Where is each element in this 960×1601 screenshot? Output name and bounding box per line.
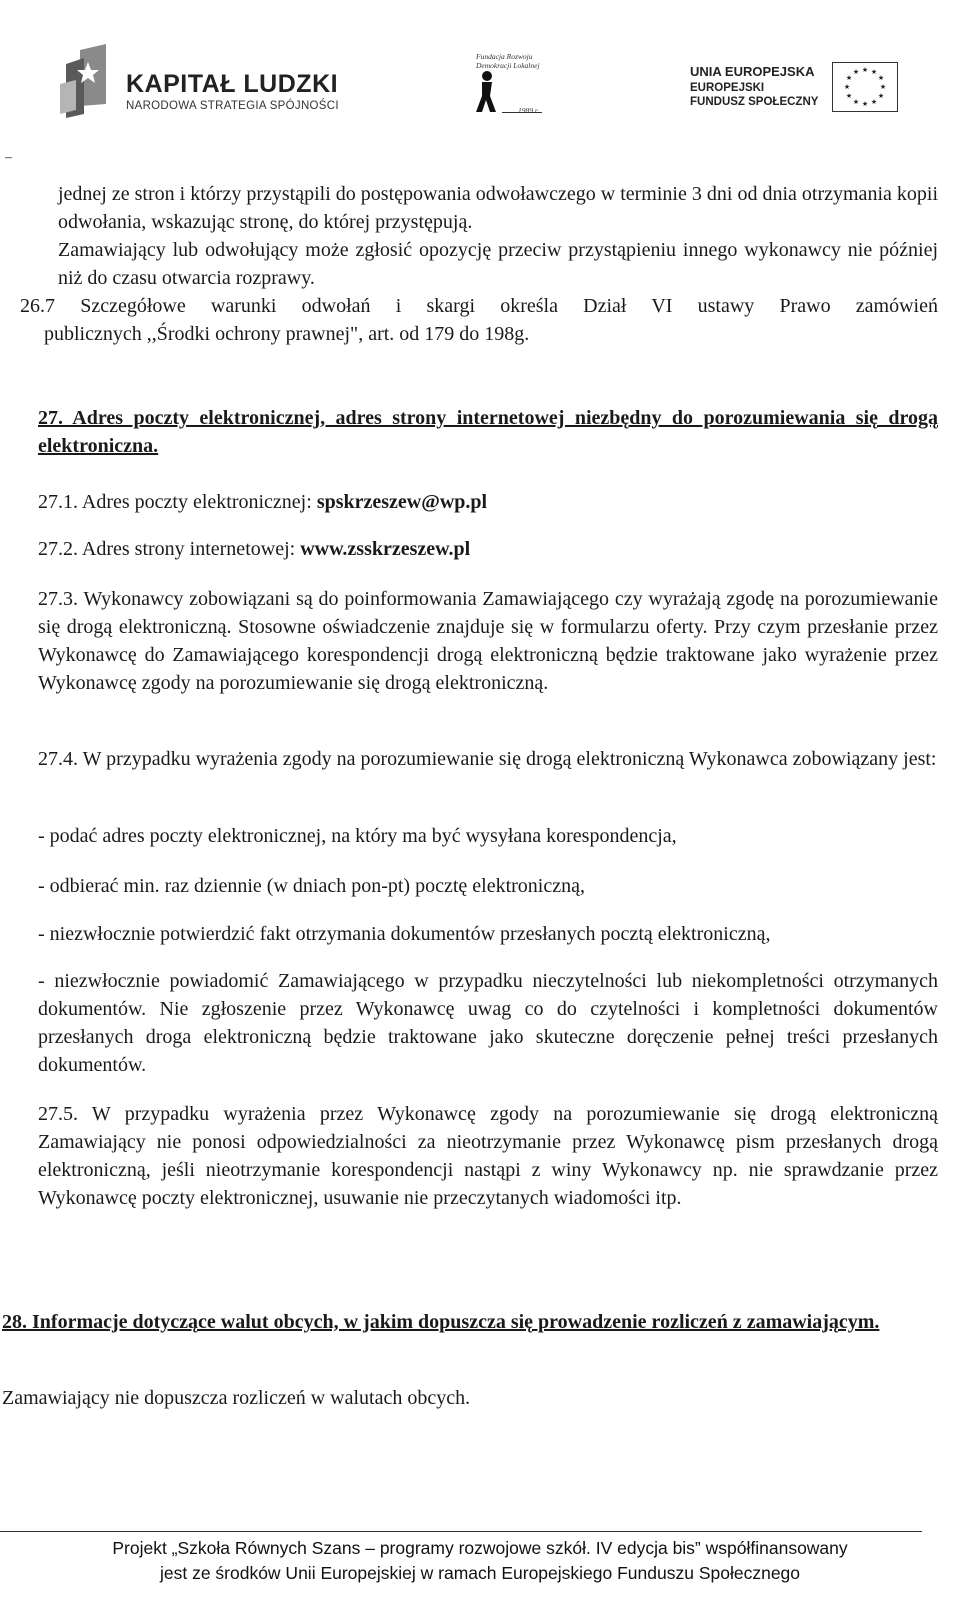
list-item-1: - podać adres poczty elektronicznej, na który ma być wysyłana korespondencja, <box>38 825 677 847</box>
svg-text:★: ★ <box>861 66 869 74</box>
svg-text:★: ★ <box>852 98 860 106</box>
svg-text:★: ★ <box>845 74 853 82</box>
website-label: 27.2. Adres strony internetowej: <box>38 538 301 560</box>
svg-text:★: ★ <box>852 68 860 76</box>
section-27-3: 27.3. Wykonawcy zobowiązani są do poinformowania Zamawiającego czy wyrażają zgodę na porozumiewanie się drogą elektroniczną. Stosowne oświadczenie znajduje się w formularzu oferty. Przy czym przesłanie przez Wykonawcę do Zamawiającego korespondencji drogą elektroniczną będzie traktowane jako wyrażenie przez Wykonawcę zgody na porozumiewanie się drogą elektroniczną. <box>38 588 938 694</box>
page-footer <box>0 1536 960 1586</box>
section-26-continuation-1: jednej ze stron i którzy przystąpili do postępowania odwoławczego w terminie 3 dni od dnia otrzymania kopii odwołania, wskazując stronę, do której przystępują. <box>58 183 938 233</box>
svg-text:★: ★ <box>870 98 878 106</box>
fundacja-year: 1989 r. <box>518 106 539 115</box>
footer-line-1: Projekt „Szkoła Równych Szans – programy rozwojowe szkół. IV edycja bis” współfinansowany <box>112 1538 848 1558</box>
email-address-link[interactable]: spskrzeszew@wp.pl <box>316 491 488 513</box>
section-26-continuation-2: Zamawiający lub odwołujący może zgłosić opozycję przeciw przystąpieniu innego wykonawcy nie później niż do czasu otwarcia rozprawy. <box>58 239 938 289</box>
kapital-ludzki-logo <box>58 44 339 120</box>
svg-text:★: ★ <box>870 68 878 76</box>
eu-logo <box>690 60 910 120</box>
walking-figure-icon <box>474 70 500 114</box>
svg-text:★: ★ <box>843 83 851 91</box>
kapital-ludzki-subtitle: NARODOWA STRATEGIA SPÓJNOŚCI <box>126 100 339 112</box>
eu-line-2: EUROPEJSKI <box>690 82 765 94</box>
section-27-5: 27.5. W przypadku wyrażenia przez Wykonawcę zgody na porozumiewanie się drogą elektroniczną Zamawiający nie ponosi odpowiedzialności za nieotrzymanie przez Wykonawcę pism przesłanych drogą elektroniczną, jeśli nieotrzymanie korespondencji nastąpi z winy Wykonawcy np. nie sprawdzanie przez Wykonawcę poczty elektronicznej, usuwanie nie przeczytanych wiadomości itp. <box>38 1103 938 1209</box>
list-item-3: - niezwłocznie potwierdzić fakt otrzymania dokumentów przesłanych pocztą elektroniczną, <box>38 923 771 945</box>
email-label: 27.1. Adres poczty elektronicznej: <box>38 491 317 513</box>
eu-line-1: UNIA EUROPEJSKA <box>690 64 815 79</box>
svg-text:★: ★ <box>877 92 885 100</box>
top-dash-mark: – <box>5 150 12 165</box>
fundacja-line-1: Fundacja Rozwoju <box>476 52 533 61</box>
footer-line-2: jest ze środków Unii Europejskiej w ramach Europejskiego Funduszu Społecznego <box>159 1563 801 1583</box>
page-header <box>0 0 960 140</box>
section-28-text: Zamawiający nie dopuszcza rozliczeń w walutach obcych. <box>2 1387 471 1409</box>
list-item-4: - niezwłocznie powiadomić Zamawiającego w przypadku nieczytelności lub niekompletności otrzymanych dokumentów. Nie zgłoszenie przez Wykonawcę uwag co do czytelności i kompletności dokumentów przesłanych droga elektroniczną będzie traktowane jako skuteczne doręczenie pełnej treści przesłanych dokumentów. <box>38 970 938 1076</box>
section-27-2 <box>38 535 938 563</box>
eu-flag-stars-icon <box>832 62 898 112</box>
website-link[interactable]: www.zsskrzeszew.pl <box>300 538 471 560</box>
list-item-2: - odbierać min. raz dziennie (w dniach pon-pt) pocztę elektroniczną, <box>38 875 585 897</box>
section-27-4: 27.4. W przypadku wyrażenia zgody na porozumiewanie się drogą elektroniczną Wykonawca zobowiązany jest: <box>38 748 937 770</box>
section-26-7-line-2: publicznych ,,Środki ochrony prawnej", art. od 179 do 198g. <box>44 323 530 345</box>
section-26-7-line-1: 26.7 Szczegółowe warunki odwołań i skargi określa Dział VI ustawy Prawo zamówień <box>20 295 938 317</box>
svg-text:★: ★ <box>877 74 885 82</box>
eu-line-3: FUNDUSZ SPOŁECZNY <box>690 96 819 108</box>
fundacja-line-2: Demokracji Lokalnej <box>476 61 540 70</box>
section-27-heading: 27. Adres poczty elektronicznej, adres strony internetowej niezbędny do porozumiewania się drogą elektroniczna. <box>38 407 938 457</box>
svg-text:★: ★ <box>861 100 869 108</box>
fundacja-logo <box>468 48 550 118</box>
kapital-ludzki-emblem-icon <box>58 44 118 120</box>
footer-divider <box>0 1531 922 1532</box>
svg-text:★: ★ <box>879 83 887 91</box>
svg-text:★: ★ <box>845 92 853 100</box>
kapital-ludzki-title: KAPITAŁ LUDZKI <box>126 70 339 98</box>
section-28-heading: 28. Informacje dotyczące walut obcych, w jakim dopuszcza się prowadzenie rozliczeń z zamawiającym. <box>2 1311 880 1333</box>
section-27-1 <box>38 488 938 516</box>
